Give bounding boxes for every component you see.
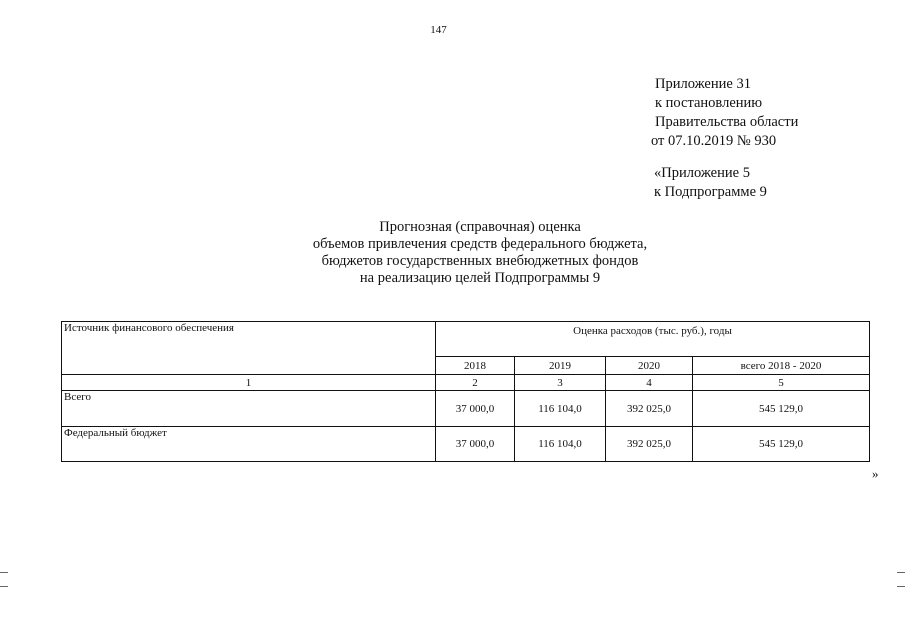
appendix-line-4: от 07.10.2019 № 930 bbox=[651, 133, 777, 149]
row-federal-value-2020: 392 025,0 bbox=[606, 427, 693, 462]
row-label-total: Всего bbox=[62, 391, 436, 427]
year-header-2019: 2019 bbox=[515, 357, 606, 375]
row-total-value-2020: 392 025,0 bbox=[606, 391, 693, 427]
subprogram-appendix-reference bbox=[654, 164, 767, 202]
column-number-row bbox=[62, 375, 870, 391]
column-number-3: 3 bbox=[515, 375, 606, 391]
year-header-2020: 2020 bbox=[606, 357, 693, 375]
scan-edge-mark bbox=[0, 586, 8, 587]
row-total-value-2019: 116 104,0 bbox=[515, 391, 606, 427]
row-federal-value-2019: 116 104,0 bbox=[515, 427, 606, 462]
column-number-1: 1 bbox=[62, 375, 436, 391]
table-header-row bbox=[62, 322, 870, 357]
subprogram-appendix-line-1: «Приложение 5 bbox=[654, 165, 750, 181]
closing-quote: » bbox=[872, 466, 879, 481]
table-row bbox=[62, 427, 870, 462]
subprogram-appendix-line-2: к Подпрограмме 9 bbox=[654, 184, 767, 200]
year-header-total: всего 2018 - 2020 bbox=[693, 357, 870, 375]
scan-edge-mark bbox=[897, 572, 905, 573]
appendix-line-1: Приложение 31 bbox=[655, 76, 751, 92]
scan-edge-mark bbox=[0, 572, 8, 573]
column-number-2: 2 bbox=[436, 375, 515, 391]
title-line-4: на реализацию целей Подпрограммы 9 bbox=[359, 270, 601, 286]
appendix-line-3: Правительства области bbox=[655, 114, 799, 130]
row-federal-value-sum: 545 129,0 bbox=[693, 427, 870, 462]
title-line-3: бюджетов государственных внебюджетных фондов bbox=[321, 253, 639, 269]
row-total-value-2018: 37 000,0 bbox=[436, 391, 515, 427]
row-label-federal: Федеральный бюджет bbox=[62, 427, 436, 462]
budget-table bbox=[61, 321, 870, 462]
document-title bbox=[150, 219, 810, 287]
estimate-header-cell: Оценка расходов (тыс. руб.), годы bbox=[436, 322, 870, 357]
column-number-5: 5 bbox=[693, 375, 870, 391]
page-number: 147 bbox=[430, 24, 447, 36]
appendix-line-2: к постановлению bbox=[655, 95, 763, 111]
year-header-2018: 2018 bbox=[436, 357, 515, 375]
column-number-4: 4 bbox=[606, 375, 693, 391]
title-line-2: объемов привлечения средств федерального бюджета, bbox=[312, 236, 648, 252]
scan-edge-mark bbox=[897, 586, 905, 587]
source-header-cell: Источник финансового обеспечения bbox=[62, 322, 436, 375]
row-federal-value-2018: 37 000,0 bbox=[436, 427, 515, 462]
title-line-1: Прогнозная (справочная) оценка bbox=[379, 219, 581, 235]
appendix-reference bbox=[651, 75, 798, 151]
table-row bbox=[62, 391, 870, 427]
row-total-value-sum: 545 129,0 bbox=[693, 391, 870, 427]
